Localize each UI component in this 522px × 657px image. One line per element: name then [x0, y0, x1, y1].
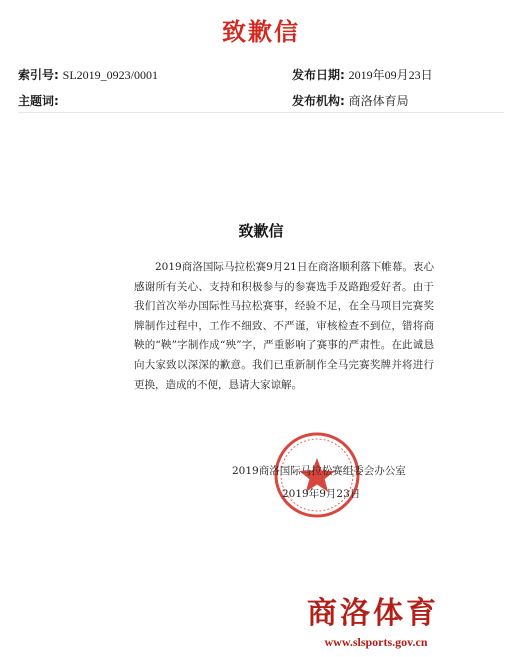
publisher-row [292, 92, 409, 109]
letter-paragraph: 2019商洛国际马拉松赛9月21日在商洛顺利落下帷幕。衷心感谢所有关心、支持和积极参与的参赛选手及路跑爱好者。由于我们首次举办国际性马拉松赛事，经验不足，在全马项目完赛奖牌制作过程中，工作不细致、不严谨，审核检查不到位，错将商鞅的“鞅”字制作成“殃”字，严重影响了赛事的严肃性。在此诚恳向大家致以深深的歉意。我们已重新制作全马完赛奖牌并将进行更换，造成的不便，恳请大家谅解。 [134, 261, 434, 391]
publish-date-value: 2019年09月23日 [348, 68, 433, 82]
publish-date-label: 发布日期: [292, 68, 345, 82]
publisher-value: 商洛体育局 [348, 94, 409, 108]
letter-body [134, 258, 434, 395]
signature-date: 2019年9月23日 [282, 488, 361, 500]
publisher-label: 发布机构: [292, 94, 345, 108]
index-number-value: SL2019_0923/0001 [62, 68, 158, 82]
brand-logo-text: 商洛体育 [307, 596, 439, 631]
header-divider [18, 112, 504, 113]
page-title: 致歉信 [222, 18, 300, 46]
letter-title: 致歉信 [238, 222, 284, 240]
subject-row [18, 92, 59, 109]
brand-url: www.slsports.gov.cn [324, 635, 428, 649]
publish-date-row [292, 66, 433, 83]
signature-org: 2019商洛国际马拉松赛组委会办公室 [232, 465, 406, 477]
index-number-label: 索引号: [18, 68, 59, 82]
index-number-row [18, 66, 158, 83]
subject-label: 主题词: [18, 94, 59, 108]
